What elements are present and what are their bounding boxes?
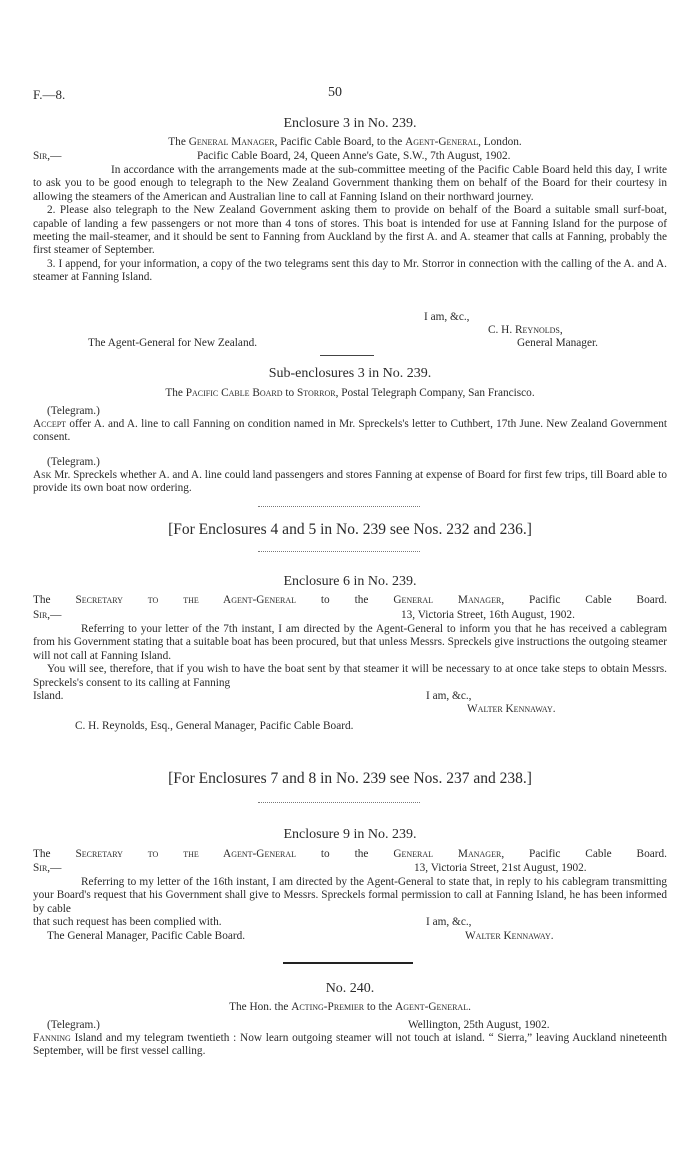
enclosure-3-signatory-title: General Manager. bbox=[517, 337, 598, 349]
section-divider bbox=[283, 962, 413, 964]
enclosure-3-closing: I am, &c., bbox=[424, 311, 470, 323]
enclosure-3-from-to: The General Manager, Pacific Cable Board, to the Agent-General, London. bbox=[168, 136, 522, 148]
telegram-label-2: (Telegram.) bbox=[47, 456, 100, 468]
enclosure-3-body bbox=[33, 164, 667, 285]
enclosure-6-address: 13, Victoria Street, 16th August, 1902. bbox=[401, 609, 575, 621]
divider bbox=[320, 355, 374, 356]
enclosure-9-paragraph-1-end: that such request has been complied with. bbox=[33, 916, 222, 928]
enclosure-6-paragraph-2-end: Island. bbox=[33, 690, 64, 702]
dotted-divider bbox=[258, 802, 420, 803]
note-enclosures-4-5: [For Enclosures 4 and 5 in No. 239 see Nos. 232 and 236.] bbox=[168, 521, 532, 538]
no-240-heading: No. 240. bbox=[325, 981, 375, 996]
enclosure-9-addressee: The General Manager, Pacific Cable Board. bbox=[47, 930, 246, 942]
enclosure-9-from-to: The Secretary to the Agent-General to the General Manager, Pacific Cable Board. bbox=[33, 848, 667, 860]
enclosure-6-signature: Walter Kennaway. bbox=[467, 703, 556, 715]
note-enclosures-7-8: [For Enclosures 7 and 8 in No. 239 see Nos. 237 and 238.] bbox=[168, 770, 532, 787]
enclosure-9-paragraph-1: Referring to my letter of the 16th instant, I am directed by the Agent-General to state that, in reply to his cablegram transmitting your Board's request that his Government shall give to Messrs. Spreckels formal permission to call at Fanning Island, he has been informed by cable bbox=[33, 876, 667, 915]
telegram-2-text: Ask Mr. Spreckels whether A. and A. line could land passengers and stores Fanning at expense of Board for first few trips, till Board able to provide its own boat now ordering. bbox=[33, 469, 667, 495]
sub-enclosures-3-heading: Sub-enclosures 3 in No. 239. bbox=[268, 366, 432, 381]
enclosure-6-heading: Enclosure 6 in No. 239. bbox=[283, 574, 417, 589]
document-reference: F.—8. bbox=[33, 87, 66, 102]
enclosure-3-address: Pacific Cable Board, 24, Queen Anne's Gate, S.W., 7th August, 1902. bbox=[197, 150, 511, 162]
enclosure-9-address: 13, Victoria Street, 21st August, 1902. bbox=[414, 862, 587, 874]
enclosure-9-body bbox=[33, 876, 667, 916]
enclosure-3-signature: C. H. Reynolds, bbox=[488, 324, 563, 336]
enclosure-3-addressee: The Agent-General for New Zealand. bbox=[88, 337, 258, 349]
page-number: 50 bbox=[328, 85, 342, 100]
enclosure-6-body bbox=[33, 623, 667, 690]
telegram-label-1: (Telegram.) bbox=[47, 405, 100, 417]
telegram-1-text: Accept offer A. and A. line to call Fanning on condition named in Mr. Spreckels's letter to Cuthbert, 17th June. New Zealand Government consent. bbox=[33, 418, 667, 444]
enclosure-9-signature: Walter Kennaway. bbox=[465, 930, 554, 942]
enclosure-6-closing: I am, &c., bbox=[426, 690, 472, 702]
enclosure-6-salutation: Sir,— bbox=[33, 609, 62, 621]
sub-enclosures-3-from-to: The Pacific Cable Board to Storror, Postal Telegraph Company, San Francisco. bbox=[165, 387, 535, 399]
no-240-address: Wellington, 25th August, 1902. bbox=[408, 1019, 550, 1031]
enclosure-9-heading: Enclosure 9 in No. 239. bbox=[283, 827, 417, 842]
enclosure-6-paragraph-2: You will see, therefore, that if you wish to have the boat sent by that steamer it will be necessary to at once take steps to obtain Messrs. Spreckels's consent to its calling at Fanning bbox=[33, 663, 667, 689]
enclosure-6-paragraph-1: Referring to your letter of the 7th instant, I am directed by the Agent-General to inform you that he has received a cablegram from his Government stating that a suitable boat has been procured, but that unless Messrs. Spreckels give instructions the outgoing steamer will not call at Fanning Island. bbox=[33, 623, 667, 662]
enclosure-3-heading: Enclosure 3 in No. 239. bbox=[283, 116, 417, 131]
enclosure-6-addressee: C. H. Reynolds, Esq., General Manager, Pacific Cable Board. bbox=[75, 720, 354, 732]
enclosure-3-salutation: Sir,— bbox=[33, 150, 62, 162]
enclosure-3-paragraph-2: 2. Please also telegraph to the New Zealand Government asking them to provide on behalf of the Board a suitable small surf-boat, capable of landing a few passengers or not more than 4 tons of stores. This boat is intended for use at Fanning Island for the purpose of meeting the mail-steamer, and it should be sent to Fanning from Auckland by the first A. and A. steamer that calls at Fanning, probably the first steamer of September. bbox=[33, 204, 667, 257]
no-240-from-to: The Hon. the Acting-Premier to the Agent-General. bbox=[229, 1001, 471, 1013]
no-240-telegram-label: (Telegram.) bbox=[47, 1019, 100, 1031]
enclosure-9-closing: I am, &c., bbox=[426, 916, 472, 928]
enclosure-6-from-to: The Secretary to the Agent-General to the General Manager, Pacific Cable Board. bbox=[33, 594, 667, 606]
dotted-divider bbox=[258, 506, 420, 507]
no-240-text: Fanning Island and my telegram twentieth : Now learn outgoing steamer will not touch at island. “ Sierra,” leaving Auckland nineteenth September, will be first vessel calling. bbox=[33, 1032, 667, 1058]
enclosure-3-paragraph-1: In accordance with the arrangements made at the sub-committee meeting of the Pacific Cable Board held this day, I write to ask you to be good enough to telegraph to the New Zealand Government thanking them on behalf of the Board for their courtesy in allowing the steamers of the American and Australian line to call at Fanning Island on their northward journey. bbox=[33, 164, 667, 203]
enclosure-3-paragraph-3: 3. I append, for your information, a copy of the two telegrams sent this day to Mr. Storror in connection with the calling of the A. and A. steamer at Fanning Island. bbox=[33, 257, 667, 284]
enclosure-9-salutation: Sir,— bbox=[33, 862, 62, 874]
dotted-divider bbox=[258, 551, 420, 552]
